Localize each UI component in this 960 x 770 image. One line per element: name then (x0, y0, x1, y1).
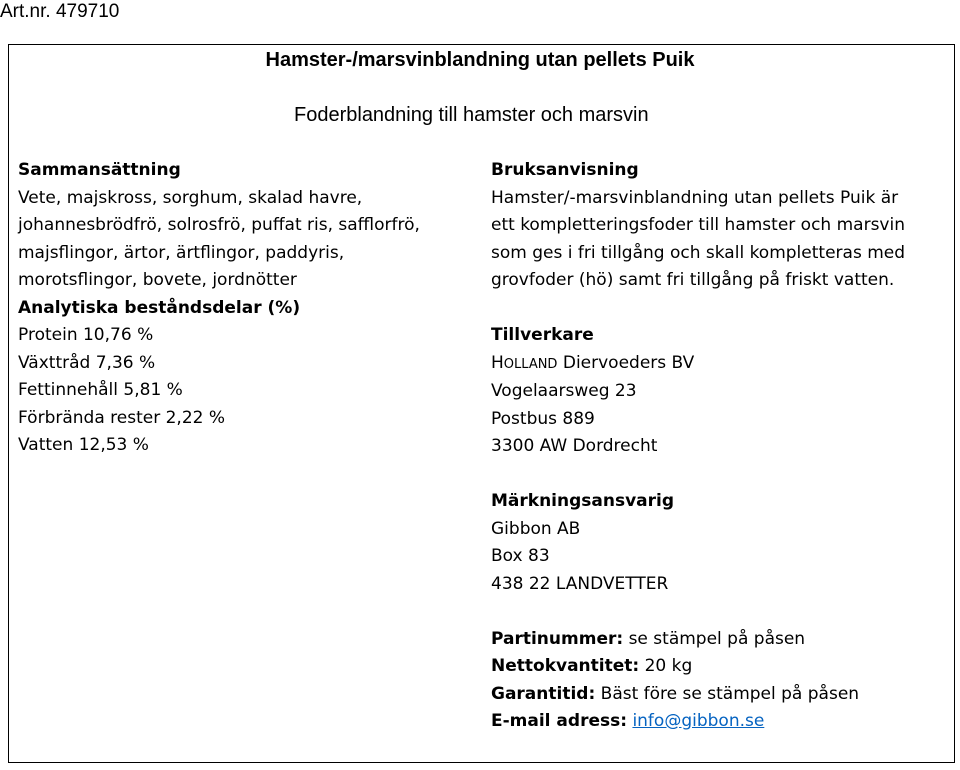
analytical-heading: Analytiska beståndsdelar (%) (18, 297, 301, 318)
spacer (491, 598, 905, 626)
labeling-line: Gibbon AB (491, 518, 581, 539)
analytical-item: Förbrända rester 2,22 % (18, 407, 226, 428)
composition-line: morotsflingor, bovete, jordnötter (18, 270, 297, 290)
warranty (491, 681, 905, 709)
manufacturer-name (491, 350, 905, 379)
manufacturer-address-line: 3300 AW Dordrecht (491, 436, 658, 456)
warranty-label: Garantitid: (491, 683, 596, 704)
usage-line: grovfoder (hö) samt fri tillgång på friskt vatten. (491, 270, 895, 290)
labeling-line: 438 22 LANDVETTER (491, 573, 669, 594)
email-label: E-mail adress: (491, 711, 628, 731)
article-number: Art.nr. 479710 (0, 1, 120, 22)
usage-line: Hamster/-marsvinblandning utan pellets Puik är (491, 187, 899, 208)
net-label: Nettokvantitet: (491, 656, 640, 676)
email-link[interactable]: info@gibbon.se (632, 711, 765, 731)
analytical-item: Protein 10,76 % (18, 325, 154, 345)
labeling-heading: Märkningsansvarig (491, 491, 675, 511)
usage-line: som ges i fri tillgång och skall kompletteras med (491, 242, 906, 263)
analytical-item: Vatten 12,53 % (18, 435, 149, 455)
usage-line: ett kompletteringsfoder till hamster och marsvin (491, 215, 905, 235)
manufacturer-name-initial: H (491, 352, 504, 373)
net-value: 20 kg (639, 656, 693, 676)
composition-heading: Sammansättning (18, 160, 181, 180)
spacer (491, 295, 905, 323)
composition-line: majsflingor, ärtor, ärtflingor, paddyris, (18, 242, 345, 263)
manufacturer-name-smallcaps: OLLAND (503, 356, 558, 372)
manufacturer-address-line: Vogelaarsweg 23 (491, 381, 637, 401)
usage-heading: Bruksanvisning (491, 160, 639, 180)
composition-line: johannesbrödfrö, solrosfrö, puffat ris, safflorfrö, (18, 215, 420, 235)
labeling-line: Box 83 (491, 546, 550, 566)
analytical-item: Växttråd 7,36 % (18, 352, 156, 373)
analytical-item: Fettinnehåll 5,81 % (18, 380, 183, 400)
batch-label: Partinummer: (491, 628, 624, 649)
manufacturer-name-rest: Diervoeders BV (557, 352, 695, 373)
manufacturer-heading: Tillverkare (491, 325, 594, 345)
right-column (491, 157, 905, 736)
batch-value: se stämpel på påsen (623, 628, 806, 649)
net-quantity (491, 653, 905, 681)
batch-number (491, 626, 905, 654)
left-column (18, 157, 420, 460)
email (491, 708, 905, 736)
spacer (491, 461, 905, 489)
product-subtitle: Foderblandning till hamster och marsvin (294, 104, 649, 126)
warranty-value: Bäst före se stämpel på påsen (595, 683, 860, 704)
product-title: Hamster-/marsvinblandning utan pellets Puik (265, 49, 695, 71)
composition-line: Vete, majskross, sorghum, skalad havre, (18, 187, 363, 208)
manufacturer-address-line: Postbus 889 (491, 408, 595, 429)
